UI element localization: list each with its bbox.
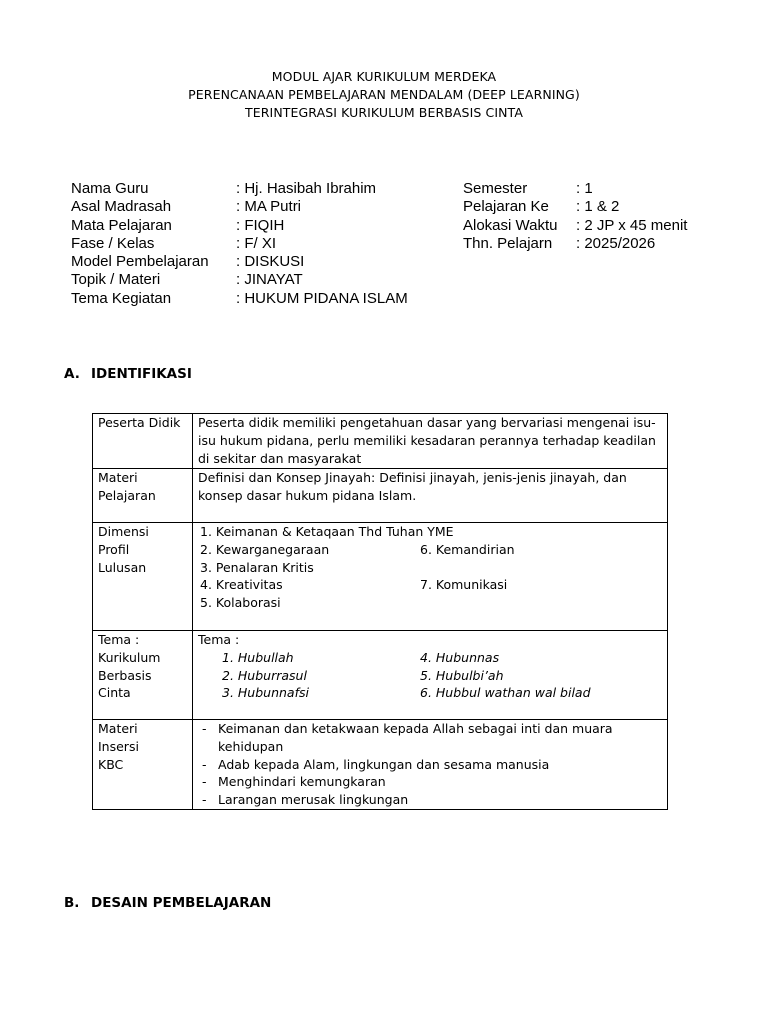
bullet: - (202, 721, 207, 736)
info-value: : 1 (576, 180, 593, 197)
list-item (198, 576, 662, 594)
list-item (198, 791, 662, 809)
info-label: Tema Kegiatan (71, 289, 172, 307)
text-line: Peserta didik memiliki pengetahuan dasar yang bervariasi mengenai isu- (198, 415, 656, 430)
row-label (93, 523, 193, 631)
label-text: Kurikulum (98, 649, 161, 665)
list-text: 2. Huburrasul (222, 667, 307, 683)
info-value: : Hj. Hasibah Ibrahim (236, 180, 377, 197)
list-text: Keimanan dan ketakwaan kepada Allah sebagai inti dan muara (218, 721, 613, 736)
info-value: : F/ XI (236, 234, 277, 252)
list-item (198, 649, 662, 667)
identification-table (92, 413, 668, 810)
list-item (198, 667, 662, 685)
info-right-values (576, 180, 687, 253)
row-content (193, 631, 668, 720)
label-text: Materi (98, 721, 138, 736)
table-row (93, 720, 668, 810)
section-number: B. (64, 895, 80, 911)
info-label: Alokasi Waktu (463, 216, 558, 234)
section-title: IDENTIFIKASI (91, 366, 192, 382)
list-item (198, 559, 662, 577)
info-value: : 2 JP x 45 menit (576, 216, 688, 234)
info-value: : HUKUM PIDANA ISLAM (236, 289, 408, 307)
info-label: Mata Pelajaran (71, 216, 172, 234)
text-line: Definisi dan Konsep Jinayah: Definisi jinayah, jenis-jenis jinayah, dan (198, 470, 627, 485)
label-text: Pelajaran (98, 487, 156, 503)
list-item (198, 773, 662, 791)
text-line: isu hukum pidana, perlu memiliki kesadaran perannya terhadap keadilan (198, 432, 656, 448)
info-value: : DISKUSI (236, 253, 305, 271)
info-label: Pelajaran Ke (463, 198, 549, 216)
text-line: di sekitar dan masyarakat (198, 450, 362, 466)
list-text: 3. Hubunnafsi (222, 685, 309, 701)
list-text: 2. Kewarganegaraan (200, 541, 330, 557)
info-value: : JINAYAT (236, 271, 303, 289)
info-label: Fase / Kelas (71, 234, 155, 252)
label-text: Berbasis (98, 667, 152, 683)
row-content (193, 720, 668, 810)
label-text: KBC (98, 756, 124, 772)
list-text: 5. Hubulbi’ah (420, 667, 504, 683)
doc-title-line-1: MODUL AJAR KURIKULUM MERDEKA (271, 69, 497, 84)
info-label: Asal Madrasah (71, 198, 172, 216)
label-text: Dimensi (98, 524, 149, 539)
list-text: 1. Hubullah (222, 649, 294, 665)
text-line: konsep dasar hukum pidana Islam. (198, 487, 417, 503)
table-row (93, 469, 668, 523)
row-label (93, 414, 193, 469)
bullet: - (202, 774, 207, 790)
list-text: Larangan merusak lingkungan (218, 792, 409, 808)
row-content (193, 523, 668, 631)
row-label (93, 469, 193, 523)
info-value: : 2025/2026 (576, 234, 656, 252)
list-text: 3. Penalaran Kritis (200, 559, 314, 575)
list-text: 5. Kolaborasi (200, 595, 281, 611)
section-number: A. (64, 366, 80, 382)
row-label (93, 631, 193, 720)
info-value: : 1 & 2 (576, 198, 620, 216)
label-text: Profil (98, 541, 130, 557)
label-text: Lulusan (98, 559, 147, 575)
list-text: 7. Komunikasi (420, 577, 508, 593)
list-text: 6. Kemandirian (420, 541, 515, 557)
list-text: 4. Hubunnas (420, 649, 500, 665)
list-text: 6. Hubbul wathan wal bilad (420, 685, 591, 701)
list-item (198, 720, 662, 756)
doc-title-line-2: PERENCANAAN PEMBELAJARAN MENDALAM (DEEP LEARNING) (188, 87, 580, 102)
row-content (193, 469, 668, 523)
row-label (93, 720, 193, 810)
table-row (93, 523, 668, 631)
label-text: Insersi (98, 738, 139, 754)
list-item (198, 523, 662, 541)
info-left-values (236, 180, 408, 308)
list-item (198, 541, 662, 559)
label-text: Materi (98, 470, 138, 485)
tema-heading: Tema : (198, 632, 240, 647)
bullet: - (202, 756, 207, 772)
list-text: Adab kepada Alam, lingkungan dan sesama manusia (218, 756, 550, 772)
table-row (93, 631, 668, 720)
list-item (198, 684, 662, 702)
doc-title-line-3: TERINTEGRASI KURIKULUM BERBASIS CINTA (245, 105, 523, 120)
info-label: Thn. Pelajarn (463, 234, 553, 252)
list-item (198, 594, 662, 612)
section-a-heading (64, 366, 192, 382)
info-value: : MA Putri (236, 198, 302, 216)
label-text: Peserta Didik (98, 415, 181, 430)
table-row (93, 414, 668, 469)
info-label: Topik / Materi (71, 271, 161, 289)
section-b-heading (64, 895, 271, 911)
label-text: Tema : (98, 632, 140, 647)
info-value: : FIQIH (236, 216, 285, 234)
row-content (193, 414, 668, 469)
info-label: Model Pembelajaran (71, 253, 209, 271)
section-title: DESAIN PEMBELAJARAN (91, 895, 272, 911)
label-text: Cinta (98, 685, 131, 701)
bullet: - (202, 792, 207, 808)
info-right-labels (463, 180, 557, 253)
list-text: Menghindari kemungkaran (218, 774, 386, 790)
info-left-labels (71, 180, 209, 308)
list-text: 4. Kreativitas (200, 577, 283, 593)
info-label: Nama Guru (71, 180, 149, 197)
list-item (198, 756, 662, 774)
list-text: kehidupan (218, 738, 284, 754)
list-text: 1. Keimanan & Ketaqaan Thd Tuhan YME (200, 524, 454, 539)
info-label: Semester (463, 180, 528, 197)
